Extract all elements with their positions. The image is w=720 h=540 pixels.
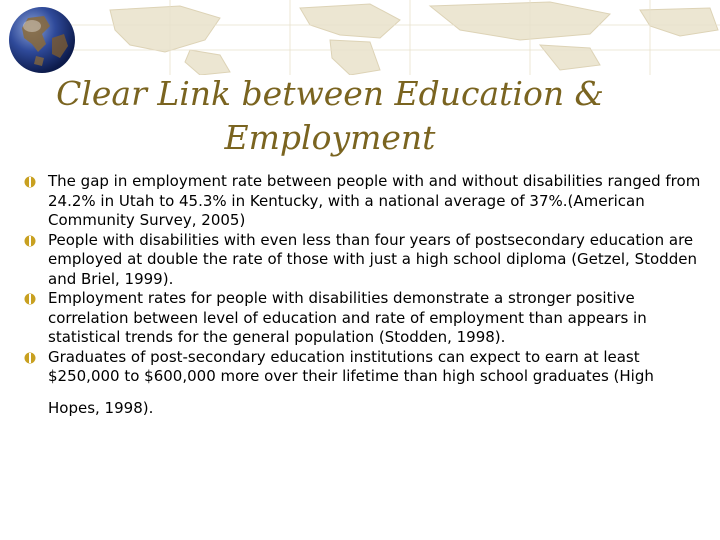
- bullet-text: Graduates of post-secondary education institutions can expect to earn at least $250,000 to $600,000 more over their lifetime than high school graduates (High: [48, 347, 654, 385]
- bullet-icon: [24, 293, 36, 305]
- bullet-text: People with disabilities with even less than four years of postsecondary education are employed at double the rate of those with just a high school diploma (Getzel, Stodden and Briel, 1999).: [48, 230, 697, 288]
- bullet-item: [22, 348, 712, 419]
- slide-title: [30, 72, 630, 160]
- bullet-text: The gap in employment rate between people with and without disabilities ranged from 24.2% in Utah to 45.3% in Kentucky, with a national average of 37%.(American Community Survey, 2005): [48, 172, 701, 229]
- bullet-item: [22, 172, 712, 231]
- bullet-icon: [24, 352, 36, 364]
- bullet-icon: [24, 176, 36, 188]
- globe-icon: [6, 4, 78, 76]
- bullet-list: [22, 172, 712, 418]
- bullet-text: Employment rates for people with disabilities demonstrate a stronger positive correlation between level of education and rate of employment than appears in statistical trends for the general population (Stodden, 1998).: [48, 289, 647, 346]
- bullet-item: [22, 231, 712, 290]
- bullet-icon: [24, 235, 36, 247]
- world-map-background: [70, 0, 720, 75]
- title-line-2: Employment: [224, 118, 436, 157]
- bullet-item: [22, 289, 712, 348]
- bullet-text-continuation: Hopes, 1998).: [48, 398, 154, 417]
- title-line-1: Clear Link between Education &: [56, 74, 604, 113]
